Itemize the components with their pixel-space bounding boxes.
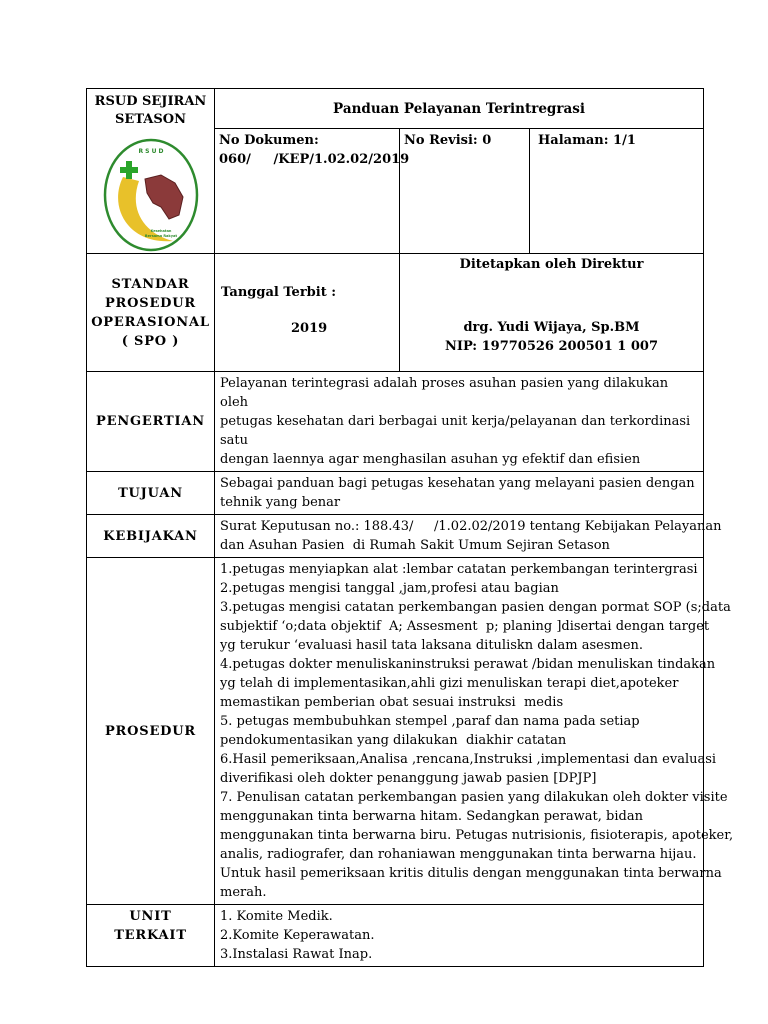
revision-cell: No Revisi: 0 (400, 129, 530, 254)
prosedur-content (215, 558, 734, 905)
kebijakan-line: Surat Keputusan no.: 188.43/ /1.02.02/2019 tentang Kebijakan Pelayanan (220, 519, 722, 534)
spo-line3: OPERASIONAL (91, 314, 210, 330)
ditetapkan-label: Ditetapkan oleh Direktur (459, 257, 644, 272)
prosedur-line: 3.petugas mengisi catatan perkembangan pasien dengan pormat SOP (s;data (220, 600, 731, 615)
spo-line1: STANDAR (111, 276, 190, 292)
prosedur-line: Untuk hasil pemeriksaan kritis ditulis dengan menggunakan tinta berwarna (220, 866, 722, 881)
prosedur-line: yg terukur ‘evaluasi hasil tata laksana dituliskn dalam asesmen. (220, 638, 644, 653)
spo-line4: ( SPO ) (121, 333, 180, 349)
prosedur-line: yg telah di implementasikan,ahli gizi menuliskan terapi diet,apoteker (220, 676, 679, 691)
prosedur-line: subjektif ‘o;data objektif A; Assesment p; planing ]disertai dengan target (220, 619, 710, 634)
hospital-header-cell (87, 89, 215, 254)
unit-label-line1: UNIT (129, 909, 172, 924)
prosedur-line: pendokumentasikan yang dilakukan diakhir catatan (220, 733, 567, 748)
pengertian-line: Pelayanan terintegrasi adalah proses asuhan pasien yang dilakukan oleh (220, 376, 669, 410)
director-nip: NIP: 19770526 200501 1 007 (445, 339, 658, 354)
doc-number-label: No Dokumen: (219, 133, 319, 149)
spo-label-cell (87, 254, 215, 372)
spo-line2: PROSEDUR (104, 295, 196, 311)
kebijakan-label: KEBIJAKAN (87, 515, 215, 558)
prosedur-line: memastikan pemberian obat sesuai instruksi medis (220, 695, 564, 710)
prosedur-label: PROSEDUR (87, 558, 215, 905)
unit-terkait-content (215, 905, 704, 967)
sop-document-table (86, 88, 734, 967)
tanggal-terbit-value: 2019 (291, 321, 328, 336)
unit-line: 1. Komite Medik. (220, 909, 333, 924)
doc-number-cell (215, 129, 410, 254)
prosedur-line: diverifikasi oleh dokter penanggung jawab pasien [DPJP] (220, 771, 597, 786)
hospital-logo (103, 137, 199, 253)
prosedur-line: menggunakan tinta berwarna biru. Petugas nutrisionis, fisioterapis, apoteker, (220, 828, 734, 843)
unit-terkait-label (87, 905, 215, 967)
prosedur-line: 5. petugas membubuhkan stempel ,paraf dan nama pada setiap (220, 714, 640, 729)
director-name: drg. Yudi Wijaya, Sp.BM (463, 320, 640, 335)
prosedur-line: 6.Hasil pemeriksaan,Analisa ,rencana,Instruksi ,implementasi dan evaluasi (220, 752, 717, 767)
unit-label-line2: TERKAIT (114, 928, 187, 943)
pengertian-line: petugas kesehatan dari berbagai unit kerja/pelayanan dan terkordinasi satu (220, 414, 691, 448)
unit-line: 3.Instalasi Rawat Inap. (220, 947, 373, 962)
tujuan-content (215, 472, 704, 515)
tujuan-label: TUJUAN (87, 472, 215, 515)
prosedur-line: 4.petugas dokter menuliskaninstruksi perawat /bidan menuliskan tindakan (220, 657, 716, 672)
page-cell: Halaman: 1/1 (530, 129, 704, 254)
doc-number-value: 060/ /KEP/1.02.02/2019 (219, 152, 410, 168)
pengertian-line: dengan laennya agar menghasilan asuhan yg efektif dan efisien (220, 452, 641, 467)
tujuan-line: Sebagai panduan bagi petugas kesehatan yang melayani pasien dengan (220, 476, 695, 491)
director-cell (400, 254, 704, 372)
prosedur-line: analis, radiografer, dan rohaniawan menggunakan tinta berwarna hijau. (220, 847, 697, 862)
prosedur-line: 7. Penulisan catatan perkembangan pasien yang dilakukan oleh dokter visite (220, 790, 728, 805)
tanggal-terbit-cell (215, 254, 400, 372)
logo-top-text: R S U D (137, 148, 164, 155)
tanggal-terbit-label: Tanggal Terbit : (221, 285, 337, 300)
kebijakan-content (215, 515, 722, 558)
hospital-name-line1: RSUD SEJIRAN (94, 94, 207, 109)
prosedur-line: 1.petugas menyiapkan alat :lembar catatan perkembangan terintergrasi (220, 562, 698, 577)
hospital-name-line2: SETASON (115, 112, 186, 127)
pengertian-label: PENGERTIAN (87, 372, 215, 472)
prosedur-line: 2.petugas mengisi tanggal ,jam,profesi atau bagian (220, 581, 559, 596)
unit-line: 2.Komite Keperawatan. (220, 928, 375, 943)
prosedur-line: menggunakan tinta berwarna hitam. Sedangkan perawat, bidan (220, 809, 643, 824)
prosedur-line: merah. (220, 885, 267, 900)
tujuan-line: tehnik yang benar (220, 495, 341, 510)
document-title: Panduan Pelayanan Terintregrasi (215, 89, 704, 129)
logo-bottom-text1: Kesehatan (150, 229, 171, 233)
kebijakan-line: dan Asuhan Pasien di Rumah Sakit Umum Sejiran Setason (220, 538, 610, 553)
pengertian-content (215, 372, 704, 472)
logo-bottom-text2: Bersama Rakyat (144, 234, 177, 238)
